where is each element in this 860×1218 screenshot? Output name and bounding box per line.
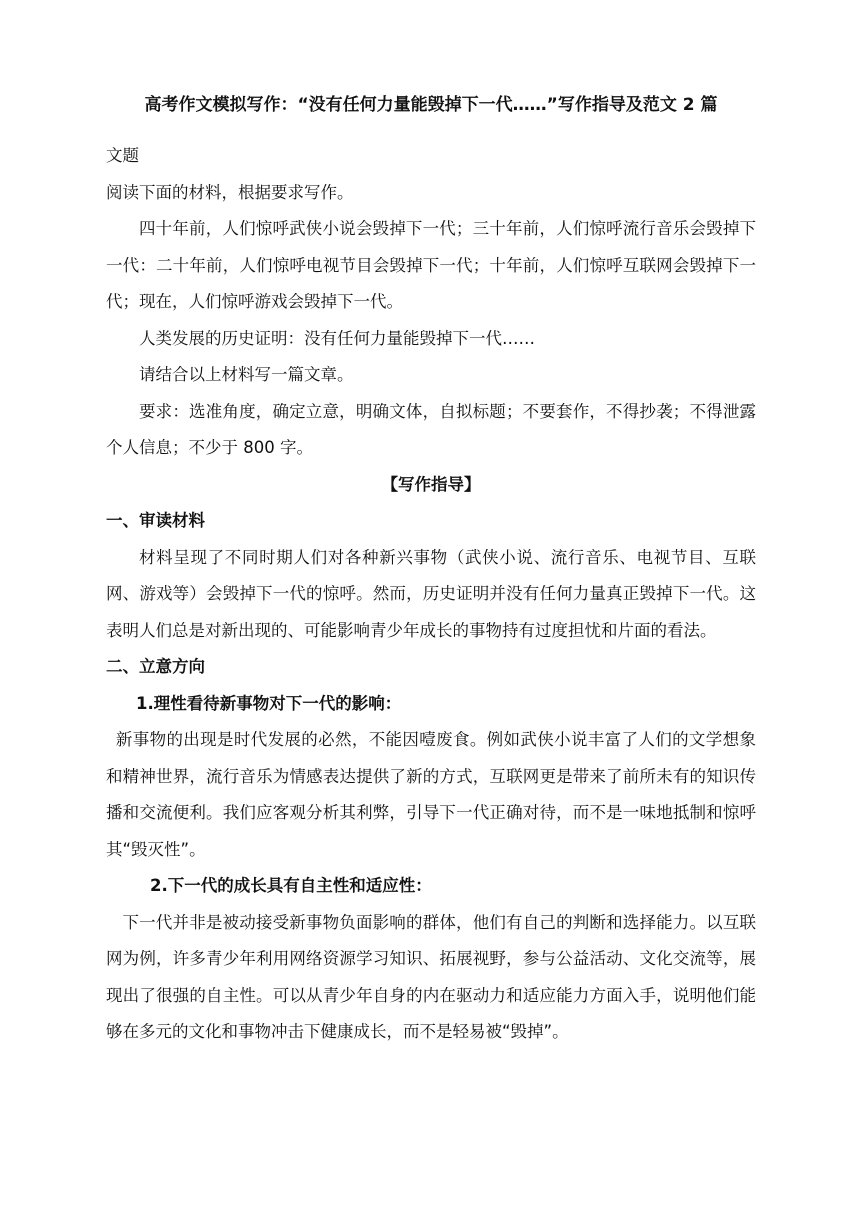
point-2-body: 下一代并非是被动接受新事物负面影响的群体，他们有自己的判断和选择能力。以互联网为例，许多青少年利用网络资源学习知识、拓展视野，参与公益活动、文化交流等，展现出了很强的自主性。可以从青少年自身的内在驱动力和适应能力方面入手，说明他们能够在多元的文化和事物冲击下健康成长，而不是轻易被“毁掉”。 (106, 912, 756, 1041)
prompt-task: 请结合以上材料写一篇文章。 (139, 365, 354, 384)
prompt-instruction: 阅读下面的材料，根据要求写作。 (106, 182, 354, 202)
section-1-heading: 一、审读材料 (106, 511, 205, 530)
prompt-label: 文题 (106, 146, 139, 165)
section-2-heading: 二、立意方向 (106, 657, 205, 676)
guide-heading: 【写作指导】 (381, 474, 481, 494)
section-1-body: 材料呈现了不同时期人们对各种新兴事物（武侠小说、流行音乐、电视节目、互联网、游戏等）会毁掉下一代的惊呼。然而，历史证明并没有任何力量真正毁掉下一代。这表明人们总是对新出现的、可能影响青少年成长的事物持有过度担忧和片面的看法。 (106, 547, 756, 640)
document-title: 高考作文模拟写作：“没有任何力量能毁掉下一代……”写作指导及范文 2 篇 (144, 95, 718, 115)
point-1-body: 新事物的出现是时代发展的必然，不能因噎废食。例如武侠小说丰富了人们的文学想象和精神世界，流行音乐为情感表达提供了新的方式，互联网更是带来了前所未有的知识传播和交流便利。我们应客观分析其利弊，引导下一代正确对待，而不是一味地抵制和惊呼其“毁灭性”。 (106, 730, 756, 859)
point-1-heading: 1.理性看待新事物对下一代的影响： (136, 693, 402, 713)
point-2-heading: 2.下一代的成长具有自主性和适应性： (150, 876, 432, 895)
prompt-material-2: 人类发展的历史证明：没有任何力量能毁掉下一代…… (139, 328, 535, 348)
document-content (106, 88, 756, 1051)
prompt-requirements: 要求：选准角度，确定立意，明确文体，自拟标题；不要套作，不得抄袭；不得泄露个人信息；不少于 800 字。 (106, 401, 756, 457)
prompt-material-1: 四十年前，人们惊呼武侠小说会毁掉下一代；三十年前，人们惊呼流行音乐会毁掉下一代：二十年前，人们惊呼电视节目会毁掉下一代；十年前，人们惊呼互联网会毁掉下一代；现在，人们惊呼游戏会毁掉下一代。 (106, 219, 756, 311)
